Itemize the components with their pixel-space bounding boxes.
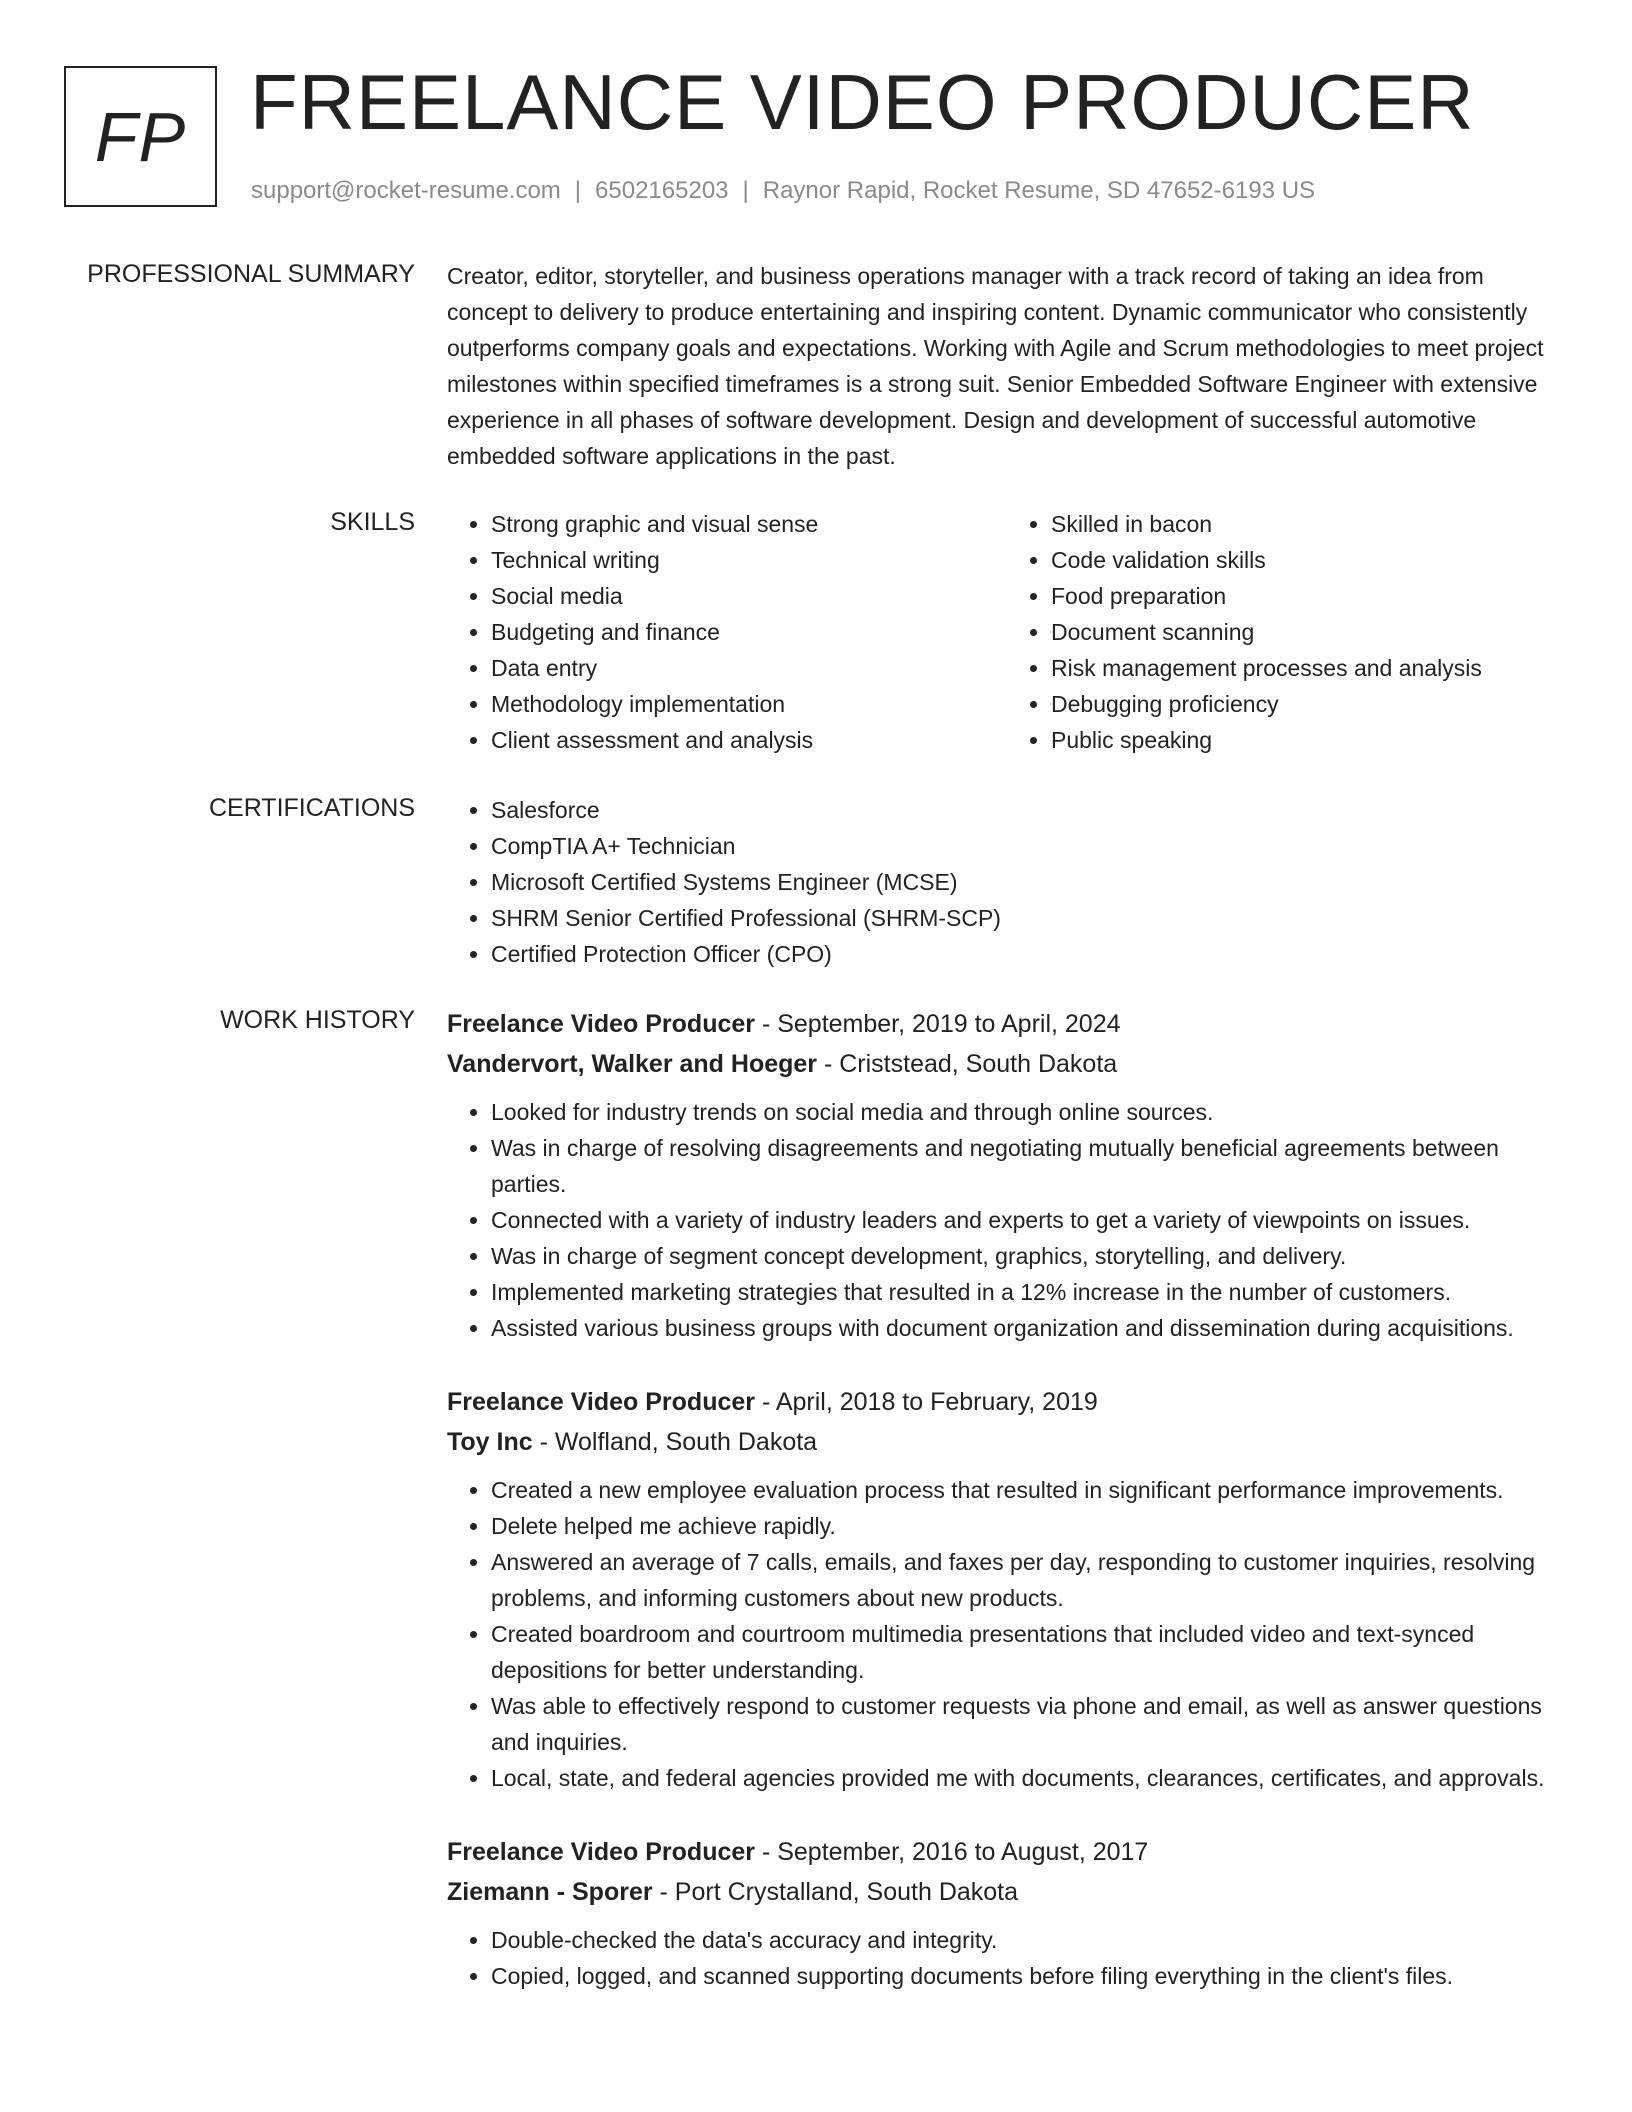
job-role-line [447,1004,1567,1044]
skill-item: • Public speaking [1051,722,1567,758]
job-entry [447,1382,1567,1796]
job-bullet: • Implemented marketing strategies that resulted in a 12% increase in the number of customers. [491,1274,1567,1310]
job-entry [447,1004,1567,1346]
job-bullet: • Was able to effectively respond to customer requests via phone and email, as well as answer questions and inquiries. [491,1688,1567,1760]
job-bullet: • Copied, logged, and scanned supporting documents before filing everything in the client's files. [491,1958,1567,1994]
contact-phone[interactable]: 6502165203 [595,177,729,204]
skills-column-right [1007,506,1567,758]
job-bullet: • Local, state, and federal agencies provided me with documents, clearances, certificates, and approvals. [491,1760,1567,1796]
job-dates: - April, 2018 to February, 2019 [755,1388,1098,1416]
skill-item: • Client assessment and analysis [491,722,1007,758]
job-bullet: • Assisted various business groups with document organization and dissemination during acquisitions. [491,1310,1567,1346]
certifications-list [447,792,1567,972]
skill-item: • Code validation skills [1051,542,1567,578]
job-entry [447,1832,1567,1994]
skill-item: • Risk management processes and analysis [1051,650,1567,686]
job-role: Freelance Video Producer [447,1838,755,1866]
skill-item: • Food preparation [1051,578,1567,614]
certification-item: • CompTIA A+ Technician [491,828,1567,864]
job-company-line [447,1044,1567,1084]
job-role-line [447,1382,1567,1422]
job-bullets [447,1094,1567,1346]
skill-item: • Debugging proficiency [1051,686,1567,722]
job-company: Ziemann - Sporer [447,1878,653,1906]
skill-item: • Document scanning [1051,614,1567,650]
skill-item: • Data entry [491,650,1007,686]
certification-item: • Certified Protection Officer (CPO) [491,936,1567,972]
contact-email[interactable]: support@rocket-resume.com [251,177,561,204]
job-bullet: • Connected with a variety of industry leaders and experts to get a variety of viewpoints on issues. [491,1202,1567,1238]
certification-item: • Salesforce [491,792,1567,828]
skill-item: • Budgeting and finance [491,614,1007,650]
job-bullet: • Was in charge of resolving disagreements and negotiating mutually beneficial agreements between parties. [491,1130,1567,1202]
job-dates: - September, 2016 to August, 2017 [755,1838,1149,1866]
skills-column-left [447,506,1007,758]
monogram-logo: FP [64,66,217,207]
job-company: Vandervort, Walker and Hoeger [447,1050,818,1078]
job-bullet: • Delete helped me achieve rapidly. [491,1508,1567,1544]
resume-title: FREELANCE VIDEO PRODUCER [250,58,1475,146]
job-bullets [447,1922,1567,1994]
section-title-summary: PROFESSIONAL SUMMARY [87,260,415,288]
job-company-line [447,1422,1567,1462]
job-bullet: • Double-checked the data's accuracy and integrity. [491,1922,1567,1958]
skill-item: • Technical writing [491,542,1007,578]
section-title-skills: SKILLS [330,508,415,536]
skill-item: • Methodology implementation [491,686,1007,722]
skill-item: • Strong graphic and visual sense [491,506,1007,542]
job-role: Freelance Video Producer [447,1010,755,1038]
job-dates: - September, 2019 to April, 2024 [755,1010,1121,1038]
job-location: - Port Crystalland, South Dakota [652,1878,1019,1906]
contact-line [251,176,1315,206]
job-bullet: • Was in charge of segment concept development, graphics, storytelling, and delivery. [491,1238,1567,1274]
section-title-work-history: WORK HISTORY [220,1006,415,1034]
certification-item: • SHRM Senior Certified Professional (SHRM-SCP) [491,900,1567,936]
job-bullet: • Answered an average of 7 calls, emails, and faxes per day, responding to customer inquiries, resolving problems, and informing customers about new products. [491,1544,1567,1616]
job-location: - Criststead, South Dakota [817,1050,1118,1078]
job-bullet: • Created a new employee evaluation process that resulted in significant performance improvements. [491,1472,1567,1508]
skill-item: • Social media [491,578,1007,614]
job-bullet: • Created boardroom and courtroom multimedia presentations that included video and text-synced depositions for better understanding. [491,1616,1567,1688]
skills-list [447,506,1567,758]
section-title-certifications: CERTIFICATIONS [208,794,415,822]
contact-address: Raynor Rapid, Rocket Resume, SD 47652-6193 US [762,177,1316,204]
job-bullet: • Looked for industry trends on social media and through online sources. [491,1094,1567,1130]
job-company-line [447,1872,1567,1912]
summary-text: Creator, editor, storyteller, and business operations manager with a track record of taking an idea from concept to delivery to produce entertaining and inspiring content. Dynamic communicator who consistently outperforms company goals and expectations. Working with Agile and Scrum methodologies to meet project milestones within specified timeframes is a strong suit. Senior Embedded Software Engineer with extensive experience in all phases of software development. Design and development of successful automotive embedded software applications in the past. [447,263,1544,469]
job-bullets [447,1472,1567,1796]
job-role: Freelance Video Producer [447,1388,755,1416]
contact-separator: | [742,177,749,204]
certification-item: • Microsoft Certified Systems Engineer (MCSE) [491,864,1567,900]
contact-separator: | [574,177,582,204]
job-location: - Wolfland, South Dakota [532,1428,818,1456]
job-role-line [447,1832,1567,1872]
work-history-list [447,1004,1567,2030]
job-company: Toy Inc [447,1428,533,1456]
skill-item: • Skilled in bacon [1051,506,1567,542]
